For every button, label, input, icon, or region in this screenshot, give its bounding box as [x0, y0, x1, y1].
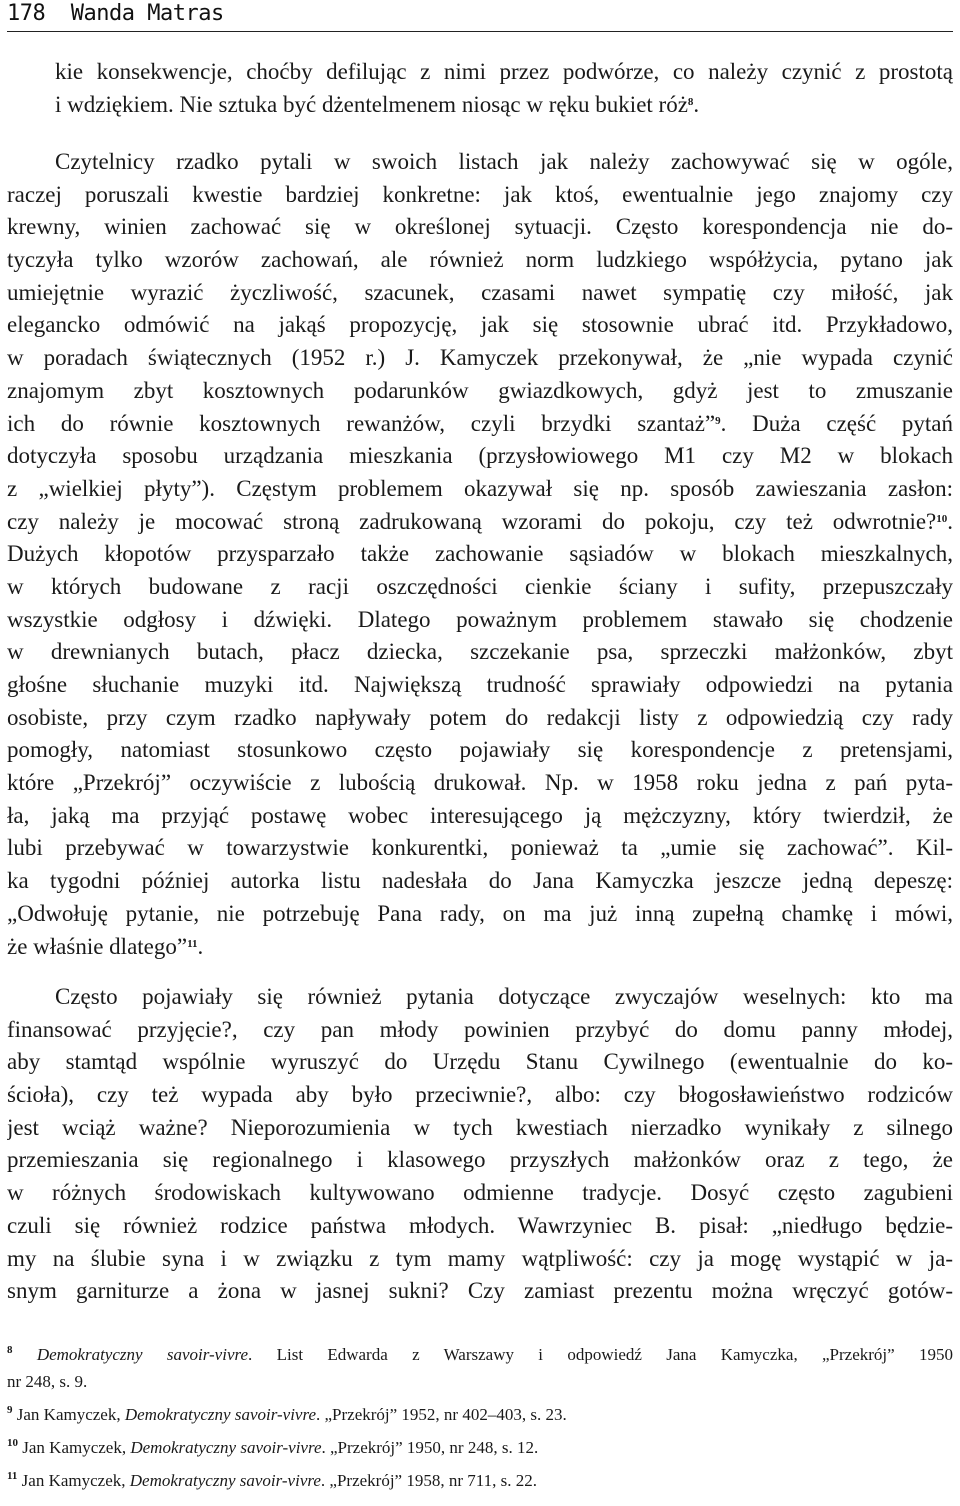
text-line: że właśnie dlatego”$^{11}$.	[7, 933, 204, 959]
text-line: finansować przyjęcie?, czy pan młody powinien przybyć do domu panny młodej,	[7, 1016, 953, 1042]
footnote-ref: 11	[187, 937, 198, 950]
text-line: jest wciąż ważne? Nieporozumienia w tych kwestiach nierzadko wynikały z silnego	[7, 1114, 953, 1140]
page-number: 178	[7, 1, 46, 26]
text-line: dotyczyła sposobu urządzania mieszkania (przysłowiowego M1 czy M2 w blokach	[7, 443, 953, 469]
text-line: aby stamtąd wspólnie wyruszyć do Urzędu Stanu Cywilnego (ewentualnie do ko-	[7, 1049, 953, 1075]
text-line: snym garniturze a żona w jasnej sukni? Czy zamiast prezentu można wręczyć gotów-	[7, 1278, 953, 1304]
footnote-ref: 9	[715, 414, 721, 427]
text-line: w poradach świątecznych (1952 r.) J. Kamyczek przekonywał, że „nie wypada czynić	[7, 345, 953, 371]
text-line: raczej poruszali kwestie bardziej konkretne: jak ktoś, ewentualnie jego znajomy czy	[7, 181, 953, 207]
footnote-ref: 10	[936, 512, 948, 525]
footnote-10: $^{10}$ Jan Kamyczek, Demokratyczny savoir-vivre. „Przekrój” 1950, nr 248, s. 12.	[7, 1437, 539, 1457]
text-line: czy należy je mocować stroną zadrukowaną wzorami do pokoju, czy też odwrotnie?$^{10}$.	[7, 508, 953, 534]
text-line: znajomym zbyt kosztownych podarunków gwiazdkowych, gdyż jest to zmuszanie	[7, 377, 953, 403]
text-line: ścioła), czy też wypada aby było przeciwnie?, albo: czy błogosławieństwo rodziców	[7, 1082, 953, 1108]
text-line: „Odwołuję pytanie, nie potrzebuję Pana rady, on ma już inną zupełną chamkę i mówi,	[7, 900, 953, 926]
text-line: Dużych kłopotów przysparzało także zachowanie sąsiadów w blokach mieszkalnych,	[7, 541, 953, 567]
footnote-ref: 8	[687, 95, 694, 108]
text-line: w drewnianych butach, płacz dziecka, szczekanie psa, sprzeczki małżonków, zbyt	[7, 639, 953, 665]
text-line: my na ślubie syna i w związku z tym mamy wątpliwość: czy ja mogę wystąpić w ja-	[7, 1245, 953, 1271]
footnote-11: $^{11}$ Jan Kamyczek, Demokratyczny savoir-vivre. „Przekrój” 1958, nr 711, s. 22.	[7, 1470, 537, 1490]
text-line: pomogły, natomiast stosunkowo często pojawiały się korespondencje z pretensjami,	[7, 737, 953, 763]
running-head	[7, 1, 224, 26]
text-line: ka tygodni później autorka listu nadesłała do Jana Kamyczka jeszcze jedną depeszę:	[7, 868, 953, 894]
text-line: w różnych środowiskach kultywowano odmienne tradycje. Dosyć często zagubieni	[7, 1180, 953, 1206]
text-line: elegancko odmówić na jakąś propozycję, jak się stosownie ubrać itd. Przykładowo,	[7, 312, 953, 338]
paragraph-weddings	[7, 981, 953, 1308]
footnote-8: $^8$ Demokratyczny savoir-vivre. List Edwarda z Warszawy i odpowiedź Jana Kamyczka, „Przekrój” 1950	[7, 1344, 953, 1364]
text-line: osobiste, przy czym rzadko napływały potem do redakcji listy z odpowiedzią czy rady	[7, 704, 953, 730]
text-line: ła, jaką ma przyjąć postawę wobec interesującego ją mężczyzny, który twierdził, że	[7, 802, 953, 828]
text-line: i wdziękiem. Nie sztuka być dżentelmenem niosąc w ręku bukiet róż$^8$.	[55, 91, 700, 117]
author-name: Wanda Matras	[70, 1, 224, 26]
footnote-8-cont: nr 248, s. 9.	[7, 1372, 88, 1391]
text-line: lubi przebywać w towarzystwie konkurentki, ponieważ ta „umie się zachować”. Kil-	[7, 835, 953, 861]
footnote-9: $^9$ Jan Kamyczek, Demokratyczny savoir-vivre. „Przekrój” 1952, nr 402–403, s. 23.	[7, 1404, 567, 1424]
text-line: krewny, winien zachować się w określonej sytuacji. Często korespondencja nie do-	[7, 214, 953, 240]
text-line: kie konsekwencje, choćby defilując z nimi przez podwórze, co należy czynić z prostotą	[55, 59, 953, 84]
text-line: tyczyła tylko wzorów zachowań, ale również norm ludzkiego współżycia, pytano jak	[7, 247, 953, 273]
text-line: Często pojawiały się również pytania dotyczące zwyczajów weselnych: kto ma	[55, 984, 953, 1009]
page-header	[7, 0, 953, 32]
text-line: czuli się również rodzice państwa młodych. Wawrzyniec B. pisał: „niedługo będzie-	[7, 1212, 953, 1238]
footnotes	[7, 1341, 953, 1494]
text-line: w których budowane z racji oszczędności cienkie ściany i sufity, przepuszczały	[7, 573, 953, 599]
paragraph-continuation	[55, 56, 953, 121]
text-line: głośne słuchanie muzyki itd. Największą trudność sprawiały odpowiedzi na pytania	[7, 672, 953, 697]
text-line: umiejętnie wyrazić życzliwość, szacunek, czasami nawet sympatię czy miłość, jak	[7, 279, 953, 305]
text-line: które „Przekrój” oczywiście z lubością drukował. Np. w 1958 roku jedna z pań pyta-	[7, 770, 953, 796]
text-line: ich do równie kosztownych rewanżów, czyli brzydki szantaż”$^9$. Duża część pytań	[7, 410, 953, 436]
text-line: wszystkie odgłosy i dźwięki. Dlatego poważnym problemem stawało się chodzenie	[7, 606, 953, 632]
paragraph-main	[7, 146, 953, 963]
text-line: z „wielkiej płyty”). Częstym problemem okazywał się np. sposób zawieszania zasłon:	[7, 475, 953, 501]
text-line: przemieszania się regionalnego i klasowego przyszłych małżonków oraz z tego, że	[7, 1147, 953, 1173]
text-line: Czytelnicy rzadko pytali w swoich listach jak należy zachowywać się w ogóle,	[55, 149, 953, 174]
